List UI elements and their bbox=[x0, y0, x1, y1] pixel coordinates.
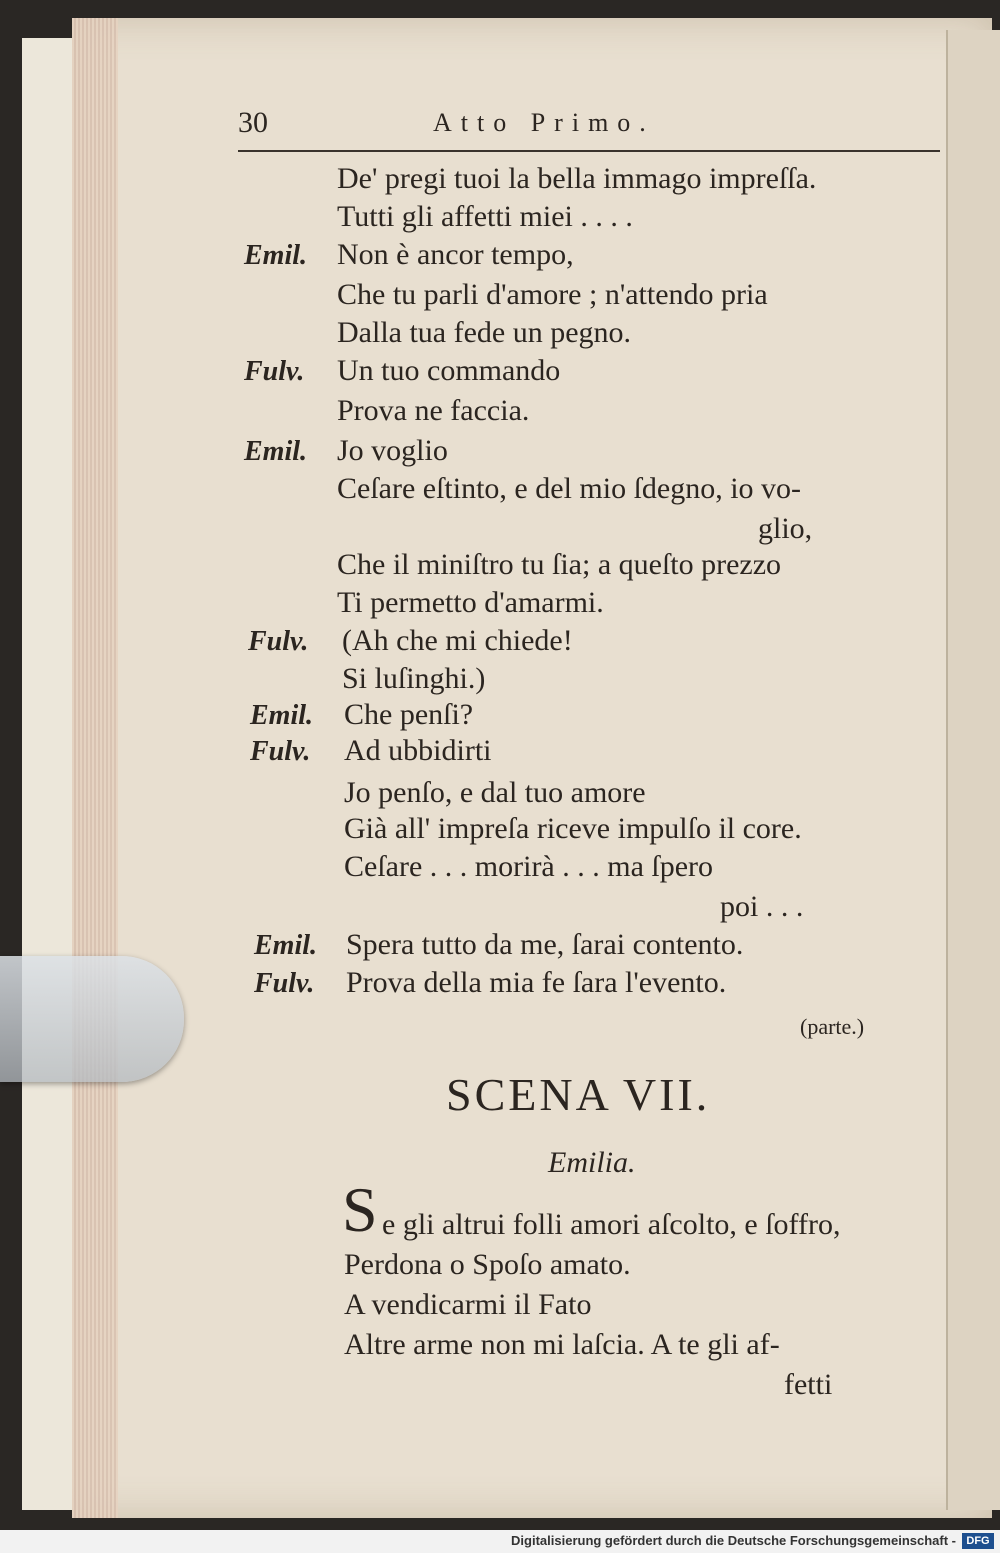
text-line: Che penſi? bbox=[344, 698, 474, 731]
text-line: Ad ubbidirti bbox=[344, 734, 492, 767]
text-line: Dalla tua fede un pegno. bbox=[337, 316, 632, 349]
text-line: Jo voglio bbox=[337, 434, 448, 467]
text-line: Ti permetto d'amarmi. bbox=[337, 586, 604, 619]
text-line: Prova della mia fe ſara l'evento. bbox=[346, 966, 727, 999]
text-line: Si luſinghi.) bbox=[342, 662, 486, 695]
stage-direction: (parte.) bbox=[800, 1014, 865, 1039]
scene-title: SCENA VII. bbox=[446, 1069, 711, 1120]
speaker-label: Fulv. bbox=[254, 968, 315, 999]
running-head: Atto Primo. bbox=[433, 108, 655, 137]
speaker-label: Emil. bbox=[250, 700, 314, 731]
drop-cap: S bbox=[342, 1174, 378, 1245]
aria-line: A vendicarmi il Fato bbox=[344, 1288, 592, 1321]
text-line: De' pregi tuoi la bella immago impreſſa. bbox=[337, 162, 817, 195]
text-line: poi . . . bbox=[720, 890, 804, 923]
text-line: Un tuo commando bbox=[337, 354, 561, 387]
text-line: Ceſare eſtinto, e del mio ſdegno, io vo- bbox=[337, 472, 802, 505]
aria-line: Perdona o Spoſo amato. bbox=[344, 1248, 631, 1281]
speaker-label: Fulv. bbox=[248, 626, 309, 657]
page-number: 30 bbox=[238, 106, 268, 139]
aria-line: e gli altrui folli amori aſcolto, e ſoffro, bbox=[382, 1208, 841, 1241]
text-line: Già all' impreſa riceve impulſo il core. bbox=[344, 812, 802, 845]
speaker-label: Emil. bbox=[254, 930, 318, 961]
text-line: Tutti gli affetti miei . . . . bbox=[337, 200, 633, 233]
funding-credit: Digitalisierung gefördert durch die Deutsche Forschungsgemeinschaft - bbox=[511, 1533, 956, 1548]
aria-line: Altre arme non mi laſcia. A te gli af- bbox=[344, 1328, 780, 1361]
dfg-logo: DFG bbox=[962, 1533, 994, 1549]
text-line: Jo penſo, e dal tuo amore bbox=[344, 776, 646, 809]
text-line: Non è ancor tempo, bbox=[337, 238, 574, 271]
speaker-label: Emil. bbox=[244, 436, 308, 467]
speaker-label: Emil. bbox=[244, 240, 308, 271]
footer-bar bbox=[0, 1530, 1000, 1553]
text-line: Spera tutto da me, ſarai contento. bbox=[346, 928, 744, 961]
aria-line: fetti bbox=[784, 1368, 833, 1401]
text-line: Che tu parli d'amore ; n'attendo pria bbox=[337, 278, 768, 311]
text-line: Prova ne faccia. bbox=[337, 394, 530, 427]
page-marker-clip bbox=[0, 956, 184, 1082]
character-name: Emilia. bbox=[548, 1146, 636, 1179]
text-line: Che il miniſtro tu ſia; a queſto prezzo bbox=[337, 548, 782, 581]
text-line: Ceſare . . . morirà . . . ma ſpero bbox=[344, 850, 714, 883]
text-line: (Ah che mi chiede! bbox=[342, 624, 573, 657]
text-line: glio, bbox=[758, 512, 813, 545]
speaker-label: Fulv. bbox=[250, 736, 311, 767]
speaker-label: Fulv. bbox=[244, 356, 305, 387]
